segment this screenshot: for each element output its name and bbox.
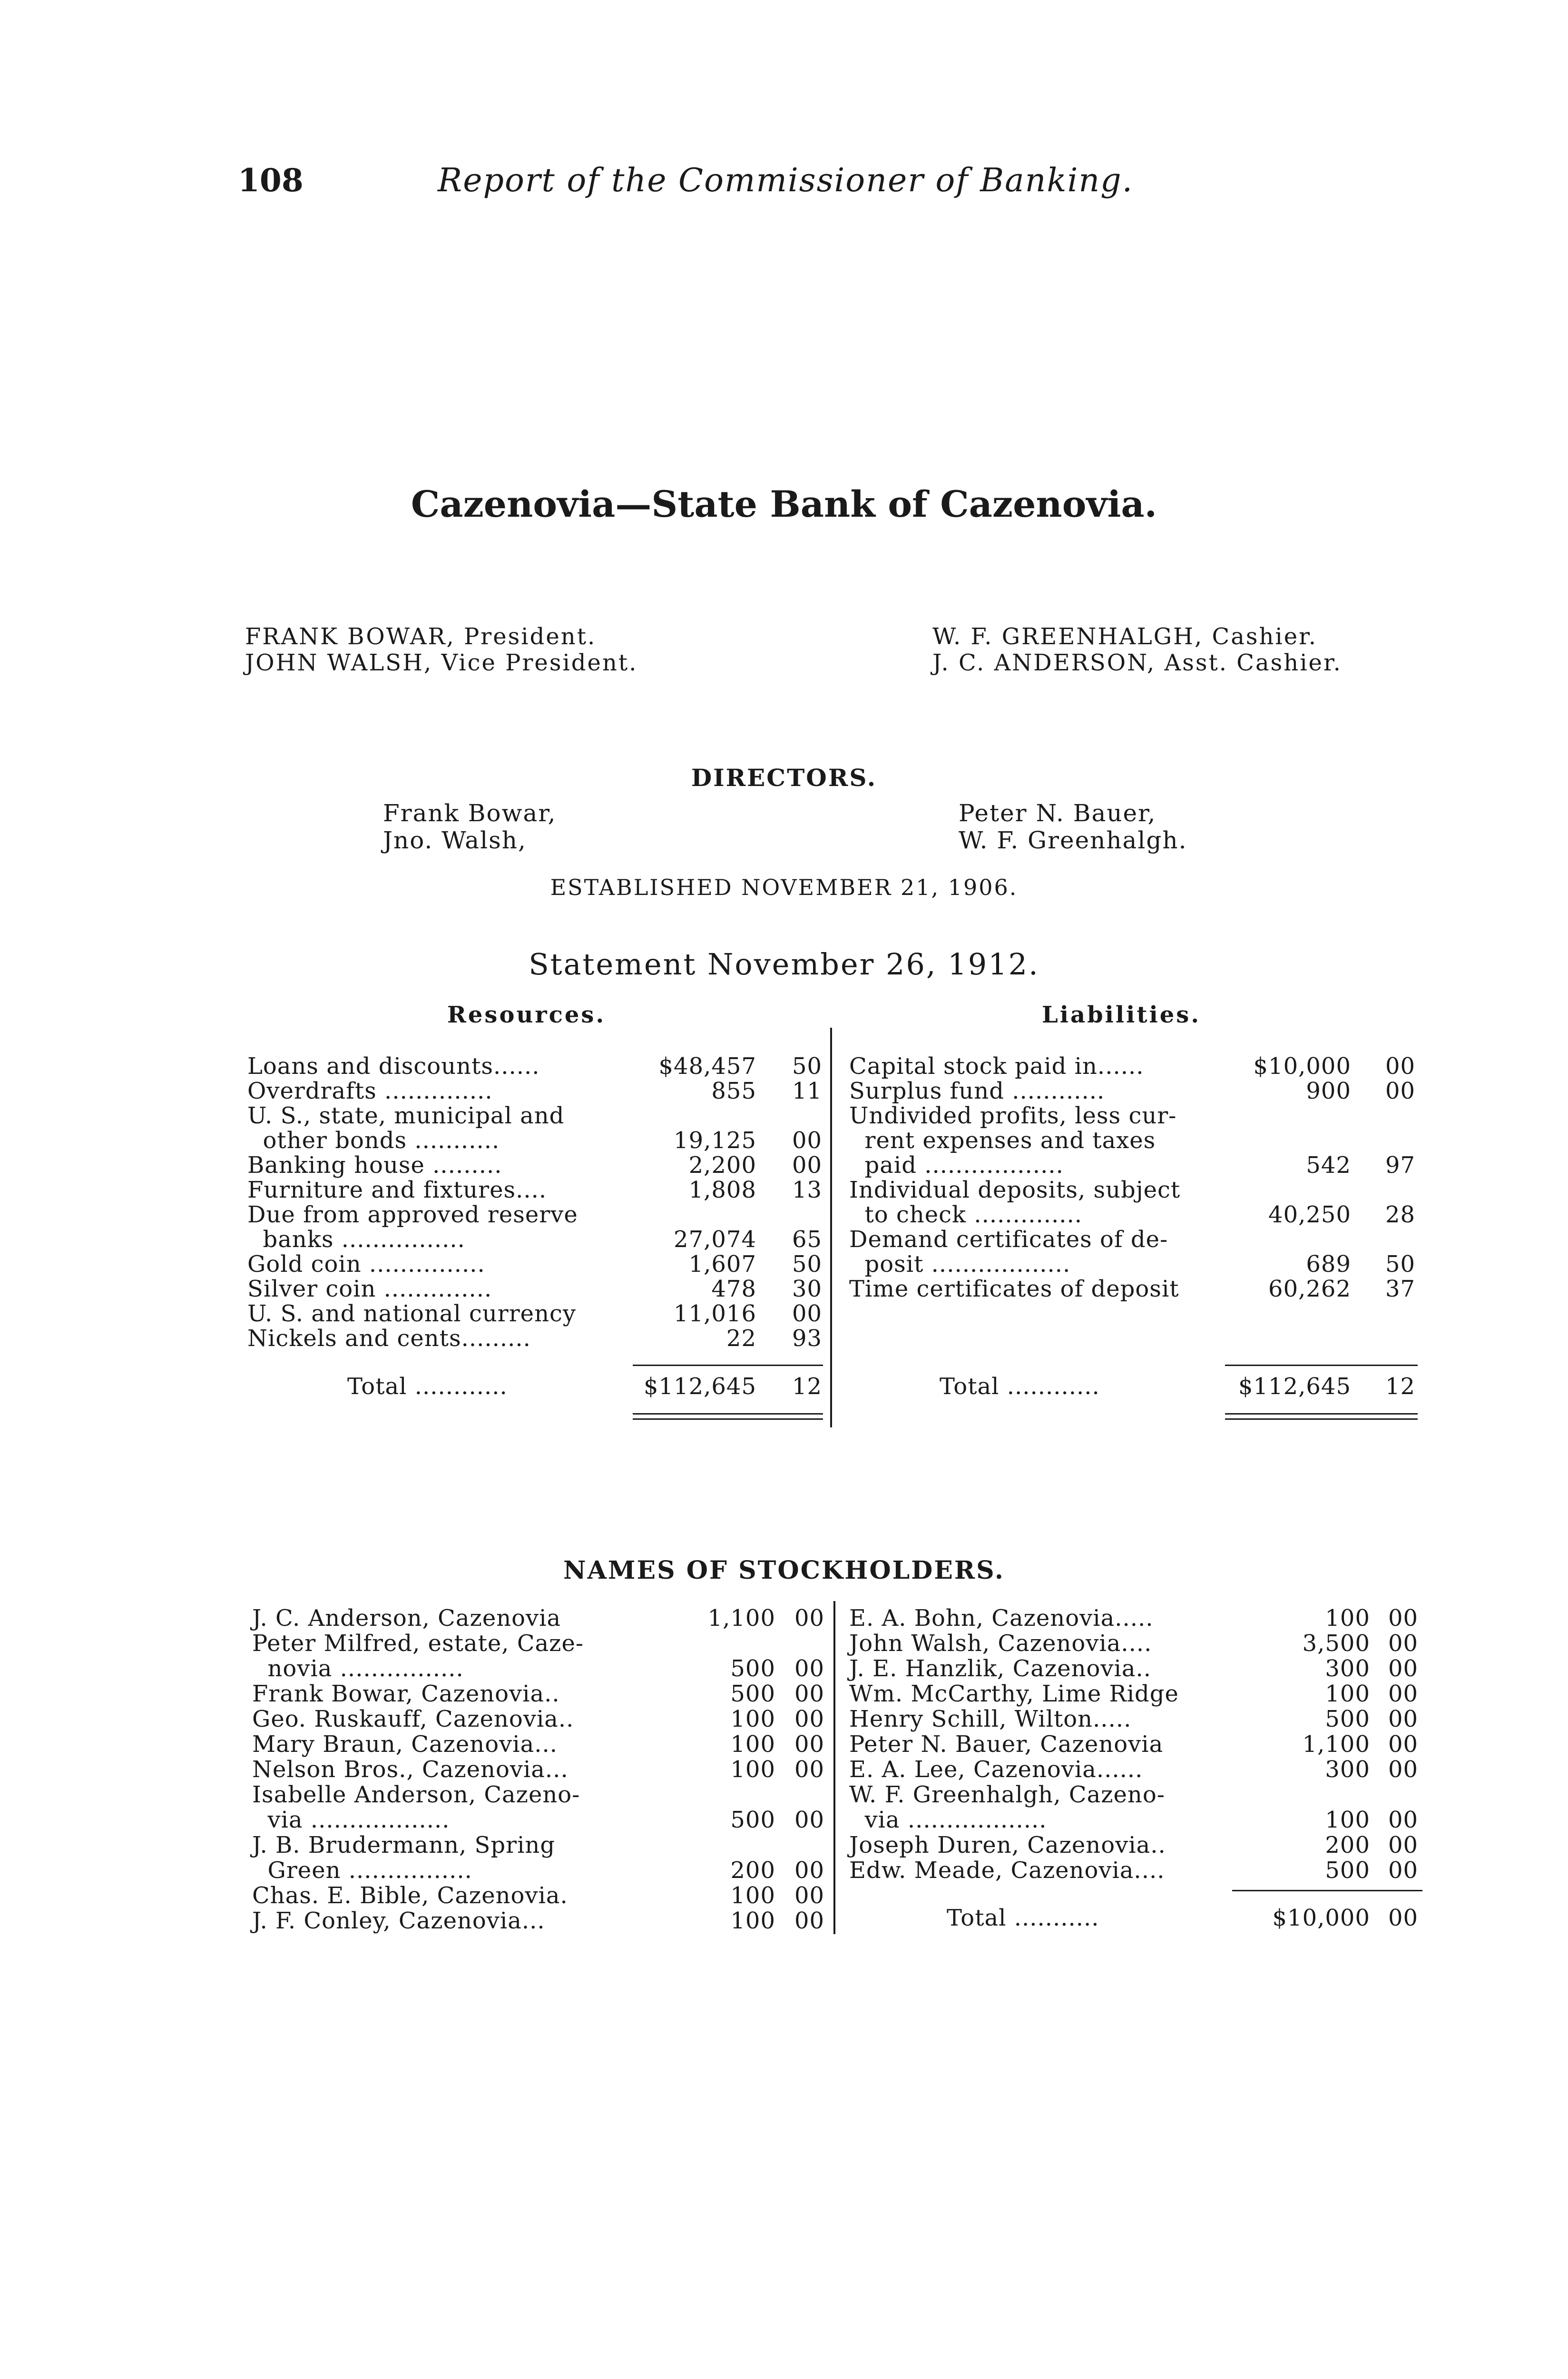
- amount-dollars: 855: [711, 1078, 756, 1104]
- resources-total-cents: 12: [792, 1373, 823, 1400]
- amount-cents: 00: [794, 1756, 825, 1783]
- table-row: Nickels and cents.........: [247, 1325, 531, 1352]
- stockholders-total-cents: 00: [1388, 1905, 1419, 1931]
- established-date: ESTABLISHED NOVEMBER 21, 1906.: [550, 875, 1018, 900]
- list-item: Joseph Duren, Cazenovia..: [849, 1832, 1166, 1858]
- amount-dollars: 100: [1325, 1807, 1370, 1833]
- amount-cents: 00: [1388, 1756, 1419, 1783]
- amount-dollars: 300: [1325, 1655, 1370, 1682]
- amount-cents: 00: [794, 1907, 825, 1934]
- amount-cents: 00: [1385, 1053, 1416, 1080]
- list-item: Frank Bowar, Cazenovia..: [252, 1681, 560, 1707]
- column-divider: [833, 1601, 835, 1934]
- list-item: novia ................: [252, 1655, 464, 1682]
- amount-dollars: 542: [1306, 1152, 1351, 1179]
- stockholders-total-dollars: $10,000: [1272, 1905, 1370, 1931]
- table-row: posit ..................: [849, 1251, 1071, 1278]
- amount-cents: 50: [792, 1251, 823, 1278]
- table-row: Furniture and fixtures....: [247, 1177, 547, 1203]
- amount-cents: 00: [794, 1857, 825, 1884]
- director-name: Frank Bowar,: [383, 799, 557, 827]
- table-row: U. S. and national currency: [247, 1300, 576, 1327]
- list-item: Peter Milfred, estate, Caze-: [252, 1630, 584, 1657]
- table-row: Silver coin ..............: [247, 1276, 492, 1302]
- officer-cashier: W. F. GREENHALGH, Cashier.: [932, 623, 1318, 650]
- table-row: Banking house .........: [247, 1152, 502, 1179]
- table-row: rent expenses and taxes: [849, 1127, 1156, 1154]
- amount-dollars: 1,808: [688, 1177, 756, 1203]
- amount-cents: 13: [792, 1177, 823, 1203]
- amount-cents: 28: [1385, 1201, 1416, 1228]
- list-item: J. E. Hanzlik, Cazenovia..: [849, 1655, 1152, 1682]
- table-row: U. S., state, municipal and: [247, 1102, 565, 1129]
- amount-cents: 00: [1388, 1857, 1419, 1884]
- table-row: Time certificates of deposit: [849, 1276, 1179, 1302]
- column-divider: [830, 1028, 832, 1427]
- resources-heading: Resources.: [447, 1002, 606, 1028]
- liabilities-total-cents: 12: [1385, 1373, 1416, 1400]
- amount-dollars: $10,000: [1253, 1053, 1351, 1080]
- officer-vice-president: JOHN WALSH, Vice President.: [245, 649, 638, 676]
- table-row: Overdrafts ..............: [247, 1078, 493, 1104]
- amount-dollars: 500: [1325, 1706, 1370, 1732]
- table-row: paid ..................: [849, 1152, 1064, 1179]
- amount-cents: 97: [1385, 1152, 1416, 1179]
- liabilities-total-dollars: $112,645: [1238, 1373, 1351, 1400]
- amount-cents: 30: [792, 1276, 823, 1302]
- list-item: J. C. Anderson, Cazenovia: [252, 1605, 561, 1632]
- table-row: Loans and discounts......: [247, 1053, 540, 1080]
- amount-cents: 00: [1388, 1832, 1419, 1858]
- table-row: Capital stock paid in......: [849, 1053, 1144, 1080]
- amount-dollars: 1,607: [688, 1251, 756, 1278]
- amount-cents: 00: [1388, 1807, 1419, 1833]
- double-rule: [633, 1413, 823, 1420]
- amount-dollars: 478: [711, 1276, 756, 1302]
- list-item: Isabelle Anderson, Cazeno-: [252, 1781, 580, 1808]
- amount-dollars: 100: [730, 1882, 775, 1909]
- table-row: banks ................: [247, 1226, 465, 1253]
- liabilities-heading: Liabilities.: [1042, 1002, 1201, 1028]
- amount-dollars: 100: [730, 1756, 775, 1783]
- running-title: Report of the Commissioner of Banking.: [438, 162, 1134, 199]
- director-name: W. F. Greenhalgh.: [959, 826, 1187, 854]
- amount-dollars: 100: [730, 1731, 775, 1758]
- officer-assistant-cashier: J. C. ANDERSON, Asst. Cashier.: [932, 649, 1342, 676]
- amount-cents: 00: [794, 1882, 825, 1909]
- resources-total-dollars: $112,645: [643, 1373, 756, 1400]
- table-row: Gold coin ...............: [247, 1251, 485, 1278]
- total-rule: [633, 1365, 823, 1366]
- stockholders-heading: NAMES OF STOCKHOLDERS.: [563, 1556, 1005, 1585]
- double-rule: [1225, 1413, 1418, 1420]
- list-item: J. F. Conley, Cazenovia...: [252, 1907, 545, 1934]
- amount-dollars: 3,500: [1302, 1630, 1370, 1657]
- list-item: John Walsh, Cazenovia....: [849, 1630, 1152, 1657]
- list-item: E. A. Lee, Cazenovia......: [849, 1756, 1143, 1783]
- amount-dollars: 300: [1325, 1756, 1370, 1783]
- officer-president: FRANK BOWAR, President.: [245, 623, 597, 650]
- list-item: E. A. Bohn, Cazenovia.....: [849, 1605, 1154, 1632]
- table-row: Demand certificates of de-: [849, 1226, 1168, 1253]
- amount-dollars: 500: [730, 1655, 775, 1682]
- amount-dollars: 100: [730, 1706, 775, 1732]
- amount-dollars: 1,100: [707, 1605, 775, 1632]
- list-item: Chas. E. Bible, Cazenovia.: [252, 1882, 568, 1909]
- stockholders-total-label: Total ...........: [947, 1905, 1099, 1931]
- amount-cents: 00: [792, 1300, 823, 1327]
- amount-cents: 37: [1385, 1276, 1416, 1302]
- amount-dollars: 27,074: [674, 1226, 756, 1253]
- table-row: Due from approved reserve: [247, 1201, 578, 1228]
- amount-cents: 65: [792, 1226, 823, 1253]
- amount-dollars: 900: [1306, 1078, 1351, 1104]
- resources-total-label: Total ............: [347, 1373, 508, 1400]
- amount-cents: 00: [1385, 1078, 1416, 1104]
- amount-dollars: 2,200: [688, 1152, 756, 1179]
- director-name: Jno. Walsh,: [383, 826, 527, 854]
- amount-cents: 00: [1388, 1706, 1419, 1732]
- amount-cents: 00: [1388, 1630, 1419, 1657]
- list-item: via ..................: [252, 1807, 450, 1833]
- amount-cents: 00: [794, 1681, 825, 1707]
- amount-cents: 00: [1388, 1731, 1419, 1758]
- amount-cents: 50: [1385, 1251, 1416, 1278]
- amount-dollars: 500: [1325, 1857, 1370, 1884]
- list-item: Wm. McCarthy, Lime Ridge: [849, 1681, 1179, 1707]
- list-item: J. B. Brudermann, Spring: [252, 1832, 556, 1858]
- director-name: Peter N. Bauer,: [959, 799, 1156, 827]
- total-rule: [1232, 1890, 1422, 1891]
- amount-dollars: 500: [730, 1807, 775, 1833]
- amount-cents: 00: [794, 1655, 825, 1682]
- list-item: Mary Braun, Cazenovia...: [252, 1731, 558, 1758]
- amount-dollars: 200: [730, 1857, 775, 1884]
- table-row: other bonds ...........: [247, 1127, 500, 1154]
- amount-dollars: 1,100: [1302, 1731, 1370, 1758]
- amount-cents: 50: [792, 1053, 823, 1080]
- amount-dollars: 40,250: [1268, 1201, 1351, 1228]
- table-row: Individual deposits, subject: [849, 1177, 1181, 1203]
- list-item: Henry Schill, Wilton.....: [849, 1706, 1132, 1732]
- amount-dollars: 100: [1325, 1605, 1370, 1632]
- list-item: Edw. Meade, Cazenovia....: [849, 1857, 1165, 1884]
- table-row: to check ..............: [849, 1201, 1082, 1228]
- list-item: W. F. Greenhalgh, Cazeno-: [849, 1781, 1165, 1808]
- amount-dollars: 60,262: [1268, 1276, 1351, 1302]
- amount-cents: 00: [1388, 1681, 1419, 1707]
- amount-dollars: 200: [1325, 1832, 1370, 1858]
- list-item: Nelson Bros., Cazenovia...: [252, 1756, 568, 1783]
- total-rule: [1225, 1365, 1418, 1366]
- amount-dollars: 100: [1325, 1681, 1370, 1707]
- table-row: Surplus fund ............: [849, 1078, 1105, 1104]
- liabilities-total-label: Total ............: [940, 1373, 1100, 1400]
- list-item: Green ................: [252, 1857, 472, 1884]
- directors-heading: DIRECTORS.: [691, 764, 877, 792]
- amount-cents: 00: [1388, 1605, 1419, 1632]
- amount-cents: 00: [792, 1127, 823, 1154]
- amount-dollars: 100: [730, 1907, 775, 1934]
- list-item: Peter N. Bauer, Cazenovia: [849, 1731, 1164, 1758]
- amount-cents: 00: [1388, 1655, 1419, 1682]
- amount-dollars: 22: [726, 1325, 756, 1352]
- amount-dollars: $48,457: [658, 1053, 756, 1080]
- amount-cents: 11: [792, 1078, 823, 1104]
- amount-dollars: 500: [730, 1681, 775, 1707]
- amount-dollars: 11,016: [674, 1300, 756, 1327]
- amount-cents: 00: [794, 1605, 825, 1632]
- page-number: 108: [238, 162, 304, 199]
- bank-title: Cazenovia—State Bank of Cazenovia.: [411, 483, 1157, 525]
- amount-cents: 00: [794, 1731, 825, 1758]
- amount-cents: 00: [794, 1706, 825, 1732]
- list-item: Geo. Ruskauff, Cazenovia..: [252, 1706, 574, 1732]
- list-item: via ..................: [849, 1807, 1047, 1833]
- amount-cents: 00: [794, 1807, 825, 1833]
- statement-title: Statement November 26, 1912.: [529, 947, 1039, 982]
- table-row: Undivided profits, less cur-: [849, 1102, 1177, 1129]
- amount-dollars: 689: [1306, 1251, 1351, 1278]
- amount-dollars: 19,125: [674, 1127, 756, 1154]
- amount-cents: 00: [792, 1152, 823, 1179]
- amount-cents: 93: [792, 1325, 823, 1352]
